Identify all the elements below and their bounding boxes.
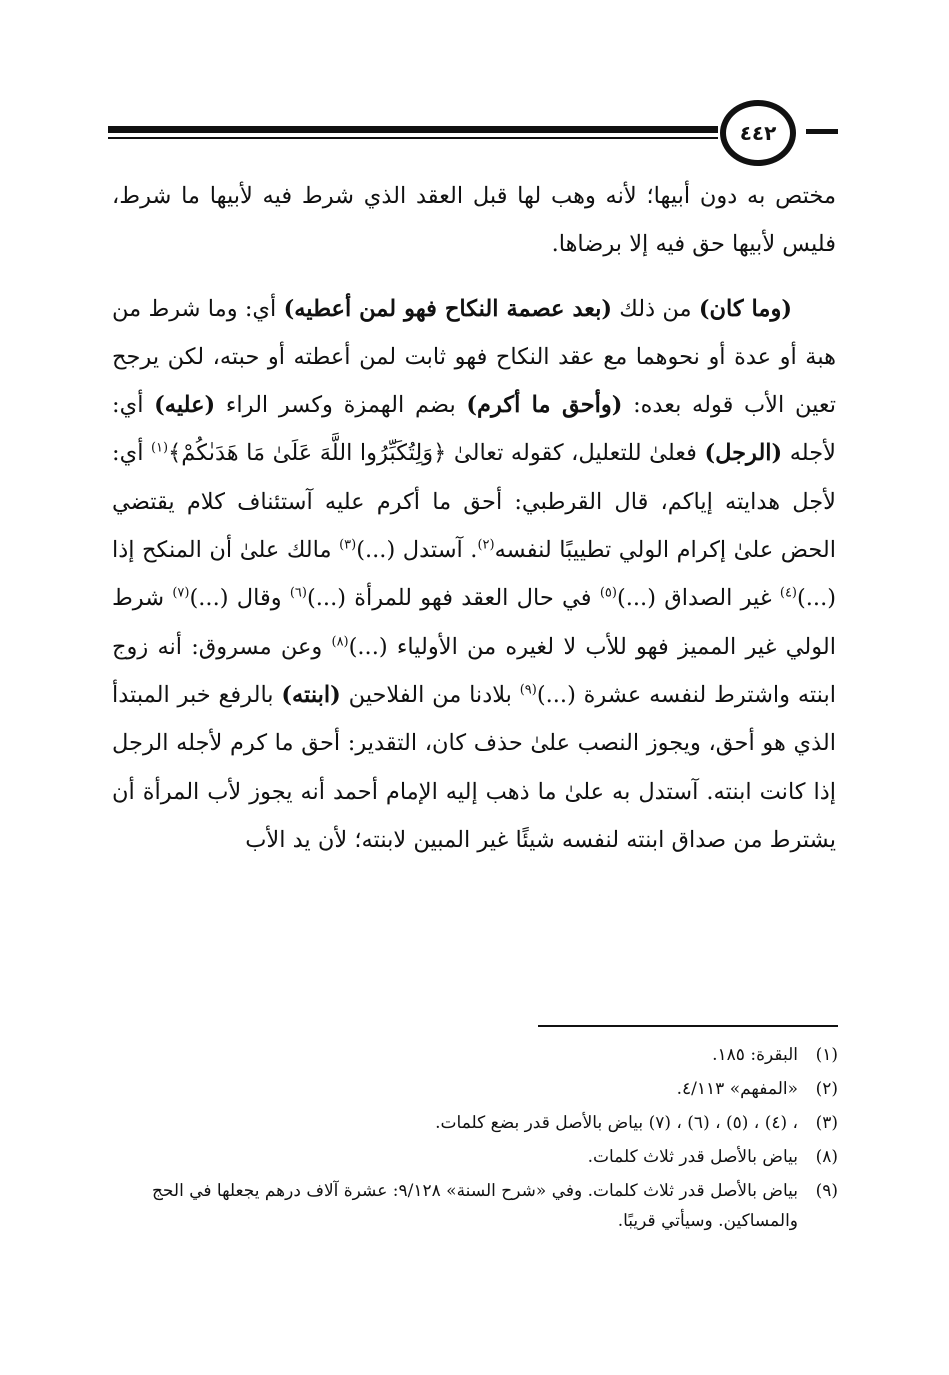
footnote-separator bbox=[538, 1025, 838, 1027]
footnote-ref: (١) bbox=[150, 440, 169, 456]
matn-quote: (الرجل) bbox=[704, 440, 783, 467]
footnote-ref: (٢) bbox=[477, 537, 495, 553]
footnote-number: (٢) bbox=[815, 1079, 838, 1099]
footnote-number: (١) bbox=[815, 1045, 838, 1065]
text-run: أي: لأجل هدايته إياكم، قال القرطبي: أحق ما أكرم عليه آستئناف كلام يقتضي الحض علىٰ إكرام الولي تطييبًا لنفسه bbox=[112, 440, 837, 564]
text-run: مختص به دون أبيها؛ لأنه وهب لها قبل العقد الذي شرط فيه لأبيها ما شرط، فليس لأبيها حق فيه إلا برضاها. bbox=[112, 183, 836, 258]
footnote-text: «المفهم» ٤/١١٣. bbox=[676, 1079, 798, 1099]
text-run: بالرفع خبر المبتدأ الذي هو أحق، ويجوز النصب علىٰ حذف كان، التقدير: أحق ما كرم لأجله الرجل إذا كانت ابنته. آستدل به علىٰ ما ذهب إليه الإمام أحمد أنه يجوز لأب المرأة أن يشترط من صداق ابنته لنفسه شيئًا غير المبين لابنته؛ لأن يد الأب bbox=[112, 681, 836, 853]
text-run: من ذلك bbox=[612, 295, 699, 322]
matn-quote: (عليه) bbox=[154, 392, 216, 419]
matn-quote: (وأحق ما أكرم) bbox=[466, 392, 623, 419]
footnote-text: بياض بالأصل قدر ثلاث كلمات. bbox=[587, 1147, 798, 1167]
text-run: شرط الولي غير المميز فهو للأب لا لغيره من الأولياء (...) bbox=[112, 585, 836, 660]
page-header bbox=[108, 98, 838, 170]
footnote-text: بياض بالأصل قدر ثلاث كلمات. وفي «شرح السنة» ٩/١٢٨: عشرة آلاف درهم يجعلها في الحج والمساكين. وسيأتي قريبًا. bbox=[151, 1181, 798, 1231]
header-rule-thick bbox=[108, 126, 718, 133]
text-run: وعن مسروق: أنه زوج ابنته واشترط لنفسه عشرة (...) bbox=[112, 633, 836, 708]
footnote-ref: (٦) bbox=[289, 585, 307, 601]
footnote bbox=[112, 1174, 838, 1236]
matn-quote: (ابنته) bbox=[281, 681, 341, 708]
footnote-ref: (٤) bbox=[779, 585, 797, 601]
footnote bbox=[112, 1038, 838, 1072]
footnotes bbox=[112, 1038, 838, 1236]
text-run: بضم الهمزة وكسر الراء bbox=[215, 392, 467, 419]
matn-quote: (وما كان) bbox=[698, 295, 792, 322]
footnote-ref: (٨) bbox=[331, 634, 349, 650]
text-run: في حال العقد فهو للمرأة (...) bbox=[306, 585, 600, 612]
text-run: وقال (...) bbox=[189, 585, 290, 612]
footnote bbox=[112, 1072, 838, 1106]
text-run: أي: وما شرط من هبة أو عدة أو نحوهما مع عقد النكاح فهو ثابت لمن أعطته أو حبته، لكن يرجح تعين الأب قوله بعده: bbox=[112, 295, 836, 419]
text-run: . آستدل (...) bbox=[356, 537, 478, 564]
footnote-ref: (٣) bbox=[339, 537, 357, 553]
paragraph bbox=[112, 285, 836, 865]
text-run: غير الصداق (...) bbox=[616, 585, 780, 612]
footnote-ref: (٧) bbox=[172, 585, 190, 601]
footnote-ref: (٥) bbox=[599, 585, 617, 601]
footnote-text: البقرة: ١٨٥. bbox=[712, 1045, 798, 1065]
matn-quote: (بعد عصمة النكاح فهو لمن أعطيه) bbox=[283, 295, 613, 322]
footnote-number: (٨) bbox=[815, 1147, 838, 1167]
footnote-text: ، (٤) ، (٥) ، (٦) ، (٧) بياض بالأصل قدر بضع كلمات. bbox=[435, 1113, 798, 1133]
footnote-ref: (٩) bbox=[519, 682, 537, 698]
text-run: مالك علىٰ أن المنكح إذا (...) bbox=[112, 537, 837, 612]
main-text bbox=[112, 172, 836, 864]
page-number: ٤٤٢ bbox=[720, 100, 796, 166]
header-rule-thin bbox=[108, 137, 718, 139]
footnote-number: (٣) bbox=[815, 1113, 838, 1133]
header-rule-right bbox=[806, 129, 838, 134]
paragraph bbox=[112, 172, 836, 269]
text-run: بلادنا من الفلاحين bbox=[340, 681, 520, 708]
footnote bbox=[112, 1140, 838, 1174]
footnote bbox=[112, 1106, 838, 1140]
text-run: فعلىٰ للتعليل، كقوله تعالىٰ ﴿وَلِتُكَبِّرُوا اللَّهَ عَلَىٰ مَا هَدَىٰكُمْ﴾ bbox=[168, 440, 705, 467]
text-run: أي: لأجله bbox=[112, 392, 836, 467]
footnote-number: (٩) bbox=[815, 1181, 838, 1201]
